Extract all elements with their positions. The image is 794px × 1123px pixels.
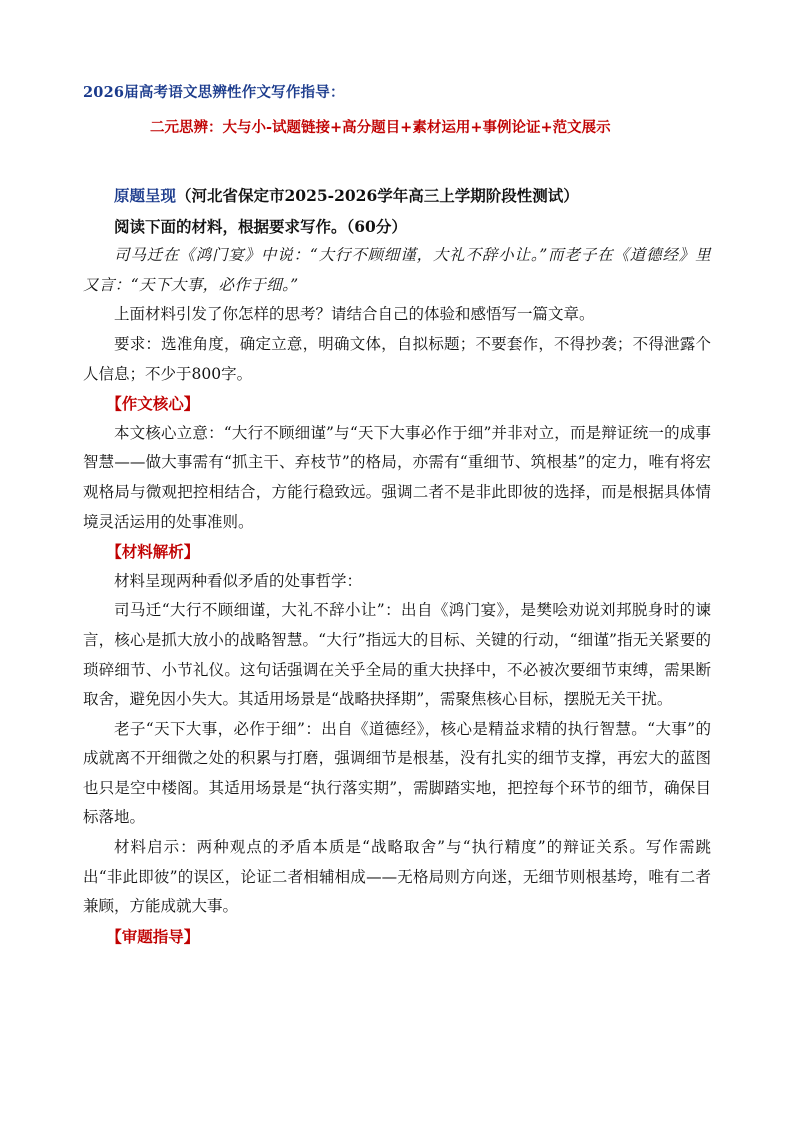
- analysis-para-1: 司马迁“大行不顾细谨，大礼不辞小让”：出自《鸿门宴》，是樊哙劝说刘邦脱身时的谏言，核心是抓大放小的战略智慧。“大行”指远大的目标、关键的行动，“细谨”指无关紧要的琐碎细节、小节礼仪。这句话强调在关乎全局的重大抉择中，不必被次要细节束缚，需果断取舍，避免因小失大。其适用场景是“战略抉择期”，需聚焦核心目标，摆脱无关干扰。: [83, 601, 711, 709]
- document-body: [83, 181, 711, 951]
- document-title: 2026届高考语文思辨性作文写作指导：: [83, 84, 345, 101]
- guidance-heading: 【审题指导】: [106, 926, 200, 946]
- analysis-heading: 【材料解析】: [106, 542, 200, 562]
- core-heading: 【作文核心】: [106, 394, 200, 414]
- source-info: （河北省保定市2025-2026学年高三上学期阶段性测试）: [176, 186, 579, 205]
- analysis-intro: 材料呈现两种看似矛盾的处事哲学：: [114, 571, 363, 590]
- core-text: 本文核心立意：“大行不顾细谨”与“天下大事必作于细”并非对立，而是辩证统一的成事智慧——做大事需有“抓主干、弃枝节”的格局，亦需有“重细节、筑根基”的定力，唯有将宏观格局与微观把控相结合，方能行稳致远。强调二者不是非此即彼的选择，而是根据具体情境灵活运用的处事准则。: [83, 423, 711, 531]
- prompt-question: 上面材料引发了你怎样的思考？请结合自己的体验和感悟写一篇文章。: [114, 305, 595, 324]
- analysis-para-2: 老子“天下大事，必作于细”：出自《道德经》，核心是精益求精的执行智慧。“大事”的成就离不开细微之处的积累与打磨，强调细节是根基，没有扎实的细节支撑，再宏大的蓝图也只是空中楼阁。其适用场景是“执行落实期”，需脚踏实地，把控每个环节的细节，确保目标落地。: [83, 719, 711, 827]
- source-label: 原题呈现: [114, 186, 177, 205]
- analysis-para-3: 材料启示：两种观点的矛盾本质是“战略取舍”与“执行精度”的辩证关系。写作需跳出“非此即彼”的误区，论证二者相辅相成——无格局则方向迷，无细节则根基垮，唯有二者兼顾，方能成就大事。: [83, 838, 711, 916]
- prompt-requirements: 要求：选准角度，确定立意，明确文体，自拟标题；不要套作，不得抄袭；不得泄露个人信息；不少于800字。: [83, 334, 711, 383]
- prompt-material: 司马迁在《鸿门宴》中说：“大行不顾细谨，大礼不辞小让。”而老子在《道德经》里又言：“天下大事，必作于细。”: [83, 246, 711, 294]
- document-subtitle: 二元思辨：大与小-试题链接+高分题目+素材运用+事例论证+范文展示: [150, 119, 611, 136]
- source-line: [83, 181, 711, 212]
- prompt-instruction: 阅读下面的材料，根据要求写作。（60分）: [114, 216, 407, 236]
